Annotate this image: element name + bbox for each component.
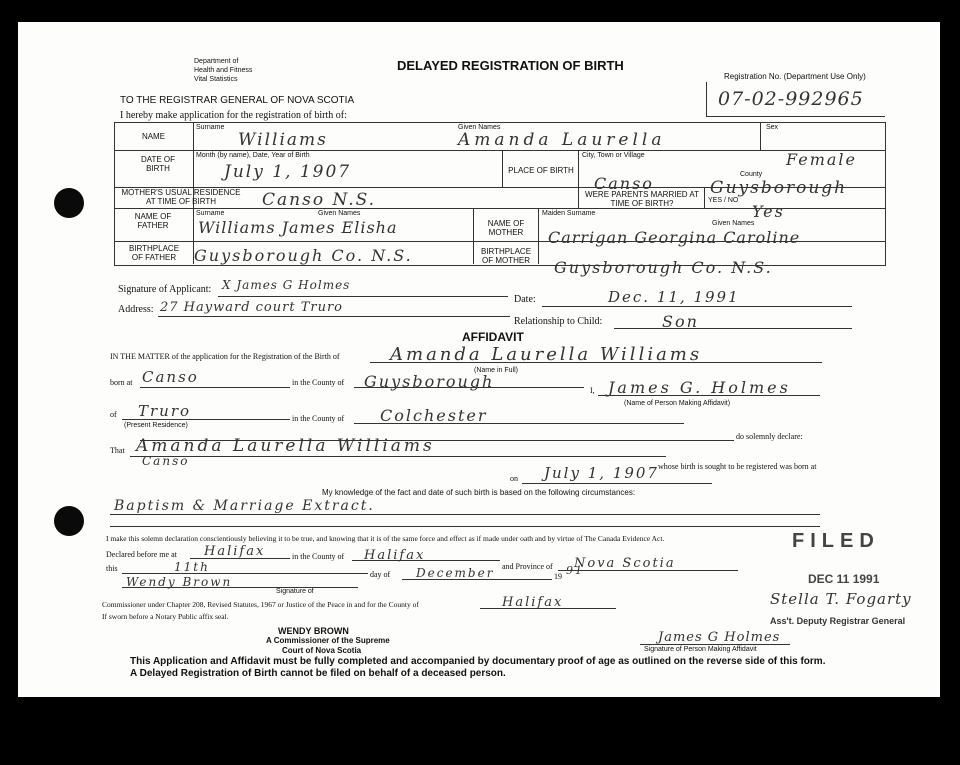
affidavit-title: AFFIDAVIT [462,330,524,344]
mother-given-label: Given Names [712,220,755,227]
registration-label: Registration No. (Department Use Only) [724,72,866,81]
residence-county-label: in the County of [292,414,345,423]
circumstances-value: Baptism & Marriage Extract. [114,498,375,514]
commissioner-signature: Wendy Brown [126,575,233,589]
present-residence: Truro [138,402,192,420]
mother-birthplace-value: Guysborough Co. N.S. [554,258,773,277]
address-value: 27 Hayward court Truro [160,300,344,315]
married-value: Yes [752,202,785,221]
applicant-signature-label: Signature of Applicant: [118,284,212,295]
form-title: DELAYED REGISTRATION OF BIRTH [397,58,624,73]
that-label: That [110,446,125,455]
footer-line2: A Delayed Registration of Birth cannot be filed on behalf of a deceased person. [130,668,506,679]
relationship-value: Son [662,312,699,331]
born-county-label: in the County of [292,378,345,387]
declare-label: do solemnly declare: [736,432,803,441]
born-at-label: born at [110,378,133,387]
stamp-line2: A Commissioner of the Supreme [266,636,390,645]
stamp-line1: WENDY BROWN [278,626,349,636]
name-label: NAME [141,132,166,141]
filed-date: DEC 11 1991 [808,572,880,586]
declared-before-label: Declared before me at [106,550,177,559]
father-given-label: Given Names [318,210,361,217]
i-label: I, [590,386,595,395]
binder-hole-bottom [54,506,84,536]
registrar-title: Ass't. Deputy Registrar General [770,616,906,626]
mother-birthplace-label: BIRTHPLACE OF MOTHER [480,247,532,265]
residence-label: MOTHER'S USUAL RESIDENCE AT TIME OF BIRTH [121,188,241,206]
commissioner-text: Commissioner under Chapter 208, Revised Statutes, 1967 or Justice of the Peace in and for the County of [102,600,419,609]
declared-county-value: Halifax [364,548,426,563]
deponent-signature-label: Signature of Person Making Affidavit [644,646,757,653]
given-names-value: Amanda Laurella [458,130,666,150]
solemn-declaration-text: I make this solemn declaration conscientiously believing it to be true, and knowing that it is of the same force and effect as if made under oath and by virtue of The Canada Evidence Act. [106,534,665,543]
knowledge-text: My knowledge of the fact and date of such birth is based on the following circumstances: [322,488,636,497]
deponent-name: James G. Holmes [608,378,791,397]
commissioner-county: Halifax [502,595,564,610]
day-value: 11th [174,560,210,574]
sex-value: Female [786,150,857,169]
province-value: Nova Scotia [574,556,676,571]
name-in-full-label: (Name in Full) [474,367,518,374]
dept-line2: Health and Fitness [194,67,253,74]
that-name: Amanda Laurella Williams [136,436,435,456]
father-surname-label: Surname [196,210,225,217]
this-label: this [106,564,118,573]
day-of-label: day of [370,570,391,579]
residence-county: Colchester [380,406,488,425]
of-label: of [110,410,117,419]
married-label: WERE PARENTS MARRIED AT TIME OF BIRTH? [585,190,699,208]
document-sheet [18,22,940,697]
dob-sublabel: Month (by name), Date, Year of Birth [196,152,310,159]
affidavit-full-name: Amanda Laurella Williams [390,344,703,365]
binder-hole-top [54,188,84,218]
mother-name-label: NAME OF MOTHER [487,219,525,237]
father-name-value: Williams James Elisha [198,218,398,237]
filed-stamp: FILED [792,530,880,552]
signature-of-label: Signature of [276,588,314,595]
county-value: Guysborough [710,178,848,198]
that-place: Canso [142,454,190,468]
that-date: July 1, 1907 [544,464,659,482]
registration-number: 07-02-992965 [718,88,864,110]
year-prefix: 19 [554,572,562,581]
stamp-line3: Court of Nova Scotia [282,646,362,655]
city-value: Canso [594,174,654,193]
declared-county-label: in the County of [292,552,345,561]
born-at-value: Canso [142,368,199,386]
dob-label: DATE OF BIRTH [140,155,176,173]
whose-birth-text: whose birth is sought to be registered was born at [658,462,817,471]
dept-line1: Department of [194,58,239,65]
on-label: on [510,474,518,483]
province-label: and Province of [502,562,553,571]
application-line: I hereby make application for the registration of birth of: [120,110,347,121]
applicant-signature: X James G Holmes [222,278,351,292]
present-residence-label: (Present Residence) [124,422,188,429]
dept-line3: Vital Statistics [194,76,238,83]
mother-name-value: Carrigan Georgina Caroline [548,228,801,247]
notary-text: If sworn before a Notary Public affix seal. [102,612,229,621]
residence-value: Canso N.S. [262,190,377,210]
address-label: Address: [118,304,154,315]
yes-no-label: YES / NO [708,197,739,204]
surname-value: Williams [238,130,328,150]
place-of-birth-label: PLACE OF BIRTH [508,166,574,175]
footer-line1: This Application and Affidavit must be fully completed and accompanied by documentary proof of age as outlined on the reverse side of this form. [130,656,826,667]
to-registrar-line: TO THE REGISTRAR GENERAL OF NOVA SCOTIA [120,95,355,106]
declared-at-value: Halifax [204,544,266,559]
maiden-surname-label: Maiden Surname [542,210,596,217]
year-value: 91 [566,564,584,577]
county-label: County [740,171,763,178]
applicant-date: Dec. 11, 1991 [608,288,740,306]
father-birthplace-label: BIRTHPLACE OF FATHER [128,244,180,262]
sex-label: Sex [766,124,779,131]
given-names-label: Given Names [458,124,501,131]
city-label: City, Town or Village [582,152,645,159]
born-county-value: Guysborough [364,372,495,391]
matter-text: IN THE MATTER of the application for the Registration of the Birth of [110,352,340,361]
father-name-label: NAME OF FATHER [134,212,172,230]
registrar-signature: Stella T. Fogarty [770,590,912,608]
deponent-signature: James G Holmes [658,630,781,645]
dob-value: July 1, 1907 [224,162,352,182]
deponent-label: (Name of Person Making Affidavit) [624,400,731,407]
surname-label: Surname [196,124,225,131]
father-birthplace-value: Guysborough Co. N.S. [194,246,413,265]
relationship-label: Relationship to Child: [514,316,603,327]
applicant-date-label: Date: [514,294,536,305]
month-value: December [416,566,495,580]
